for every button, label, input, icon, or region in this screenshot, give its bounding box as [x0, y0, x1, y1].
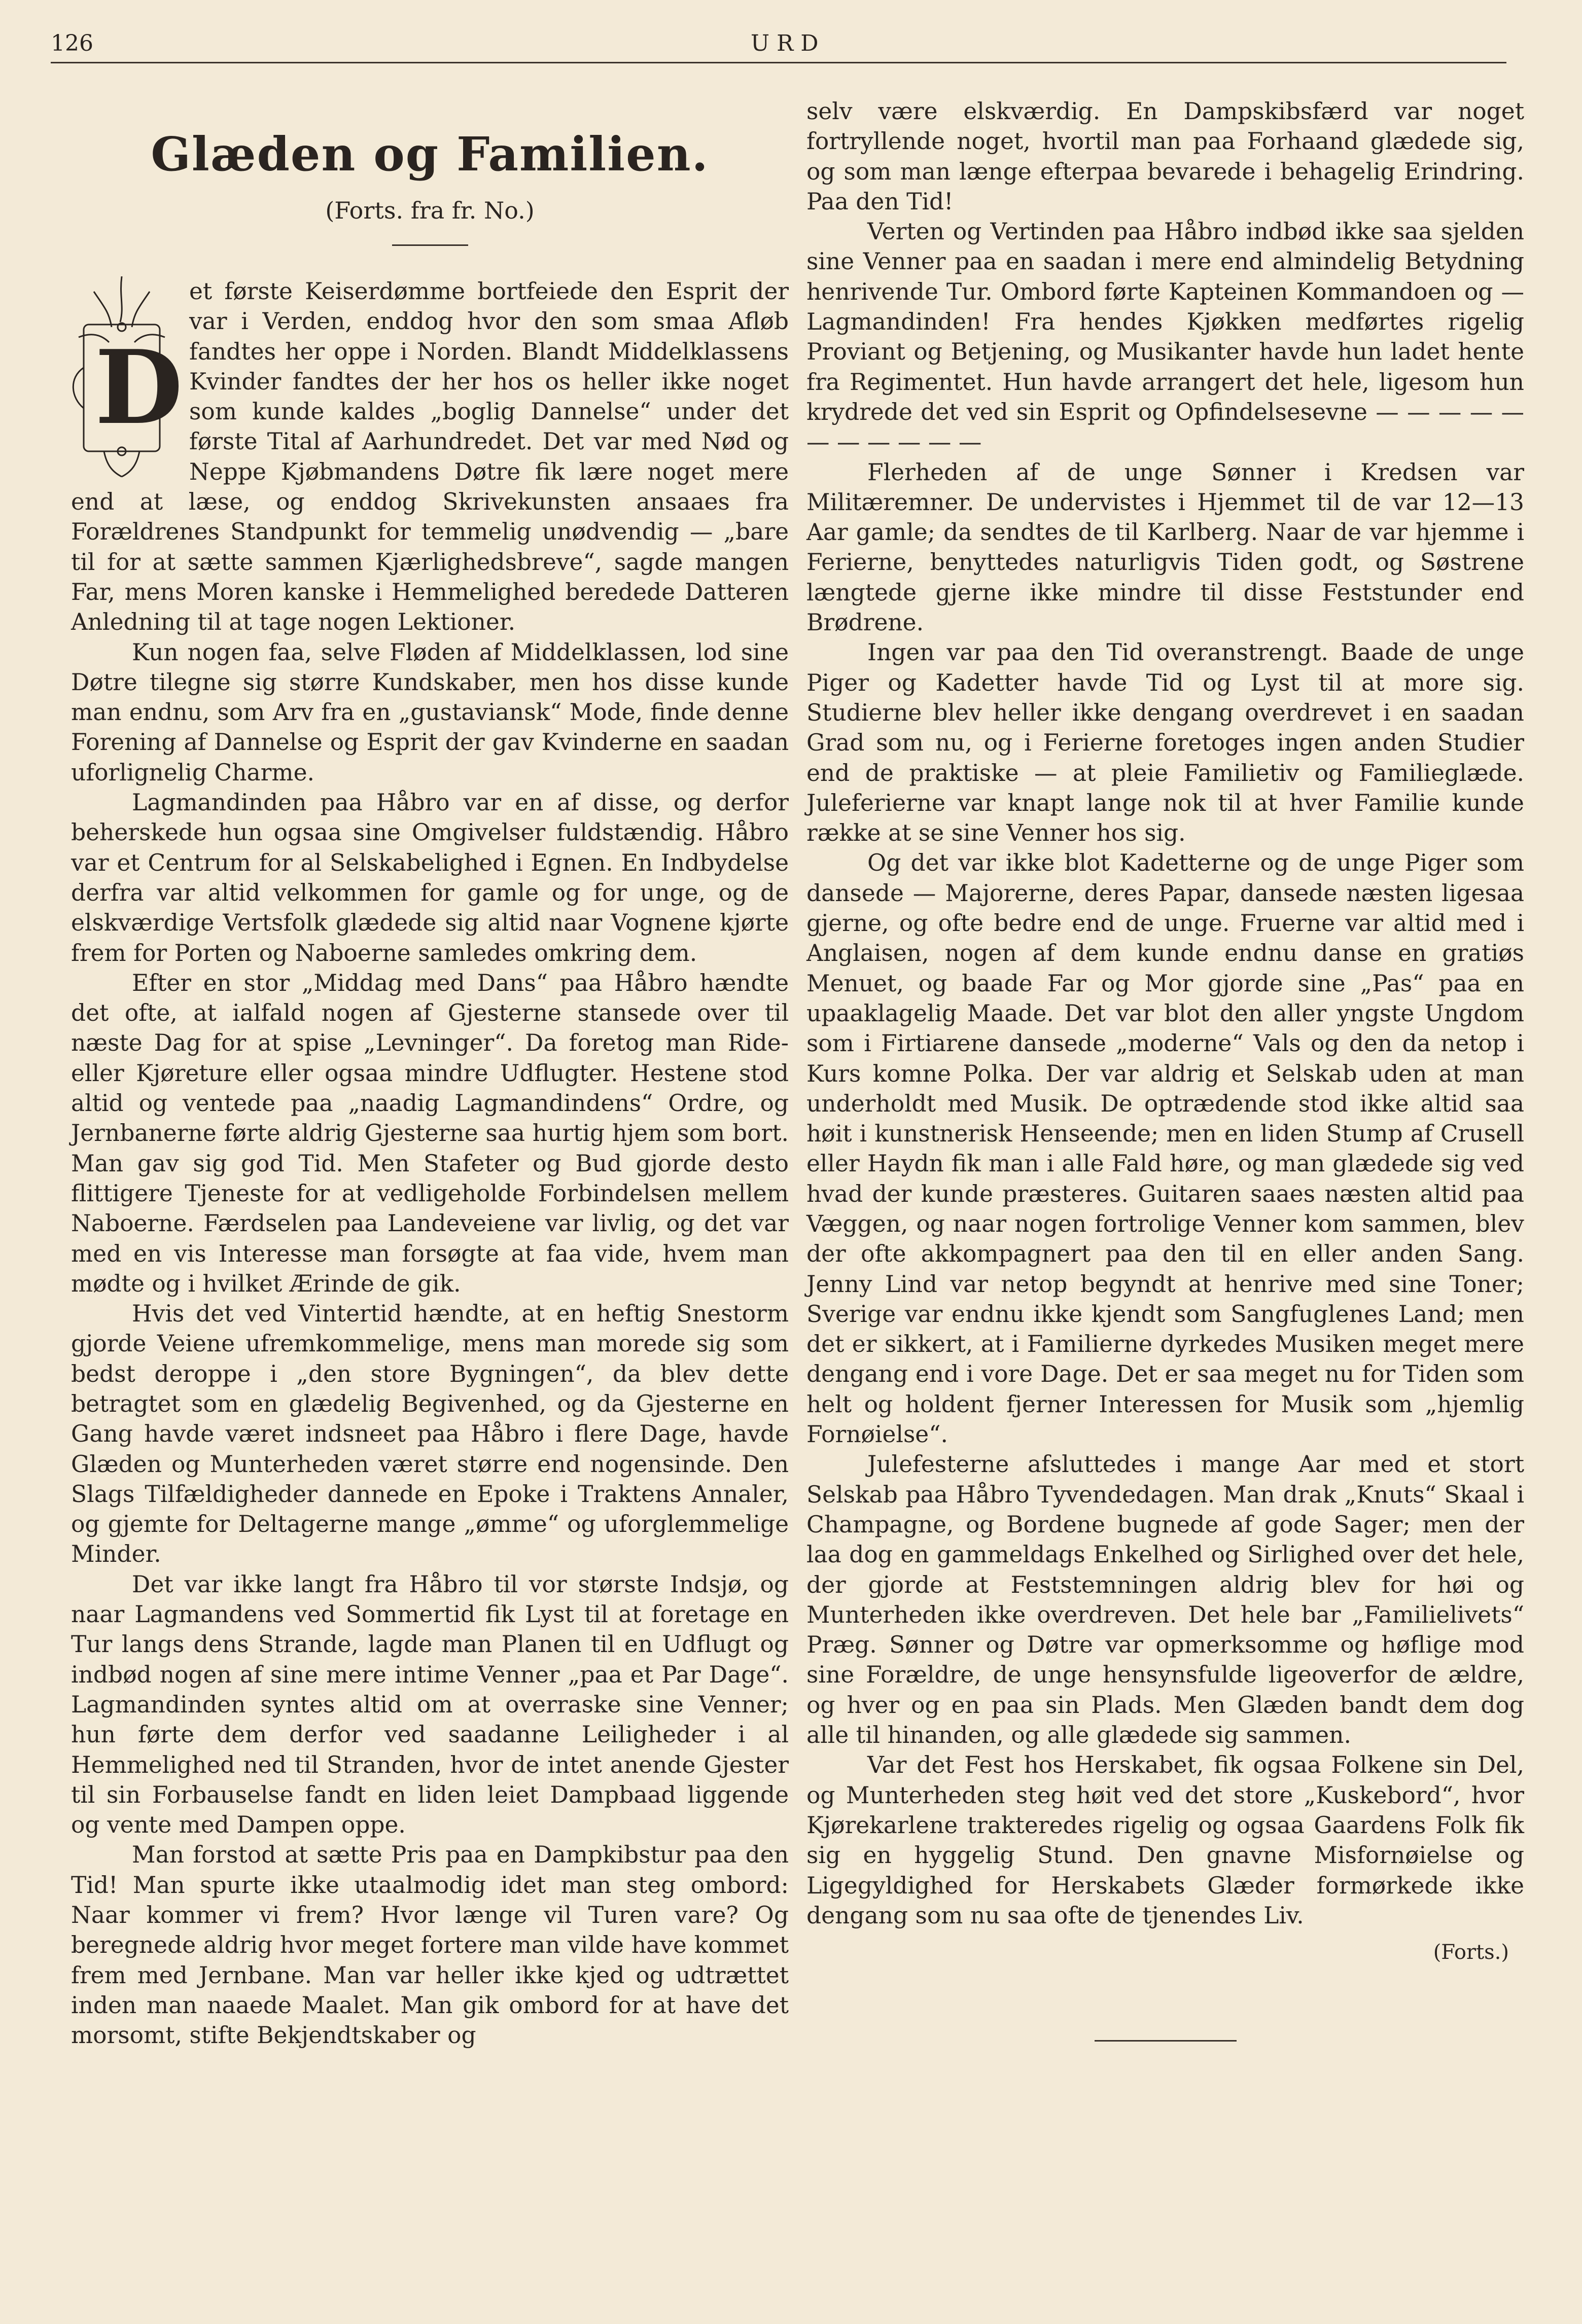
paragraph: Det var ikke langt fra Håbro til vor største Indsjø, og naar Lagmandens ved Sommertid fik Lyst til at foretage en Tur langs dens Strande, lagde man Planen til en Udflugt og indbød nogen af sine mere intime Venner „paa et Par Dage“. Lagmandinden syntes altid om at overraske sine Venner; hun førte dem derfor ved saadanne Leiligheder i al Hemmelighed ned til Stranden, hvor de intet anende Gjester til sin Forbauselse fandt en liden leiet Dampbaad liggende og vente med Dampen oppe. — [71, 1570, 789, 1839]
paragraph: Flerheden af de unge Sønner i Kredsen var Militæremner. De undervistes i Hjemmet til de var 12—13 Aar gamle; da sendtes de til Karlberg. Naar de var hjemme i Ferierne, benyttedes naturligvis Tiden godt, og Søstrene længtede gjerne ikke mindre til disse Feststunder end Brødrene. — [806, 458, 1524, 636]
paragraph: Man forstod at sætte Pris paa en Dampkibstur paa den Tid! Man spurte ikke utaalmodig idet man steg ombord: Naar kommer vi frem? Hvor længe vil Turen vare? Og beregnede aldrig hvor meget fortere man vilde have kommet frem med Jernbane. Man var heller ikke kjed og udtrættet inden man naaede Maalet. Man gik ombord for at have det morsomt, stifte Bekjendtskaber og — [71, 1841, 789, 2049]
article-title: Glæden og Familien. — [151, 127, 709, 182]
continued-note: (Forts.) — [1433, 1941, 1509, 1964]
left-text — [71, 276, 789, 2051]
header-divider — [51, 62, 1506, 63]
right-column — [806, 96, 1524, 2042]
paragraph: Julefesterne afsluttedes i mange Aar med et stort Selskab paa Håbro Tyvendedagen. Man drak „Knuts“ Skaal i Champagne, og Bordene bugnede af gode Sager; men der laa dog en gammeldags Enkelhed og Sirlighed over det hele, der gjorde at Feststemningen aldrig blev for høi og Munterheden ikke overdreven. Det hele bar „Familielivets“ Præg. Sønner og Døtre var opmerksomme og høflige mod sine Forældre, de unge hensynsfulde ligeoverfor de ældre, og hver og en paa sin Plads. Men Glæden bandt dem dog alle til hinanden, og alle glædede sig sammen. — [806, 1451, 1524, 1749]
title-divider — [392, 244, 468, 246]
ornamental-initial — [63, 276, 183, 479]
page-number: 126 — [51, 30, 93, 56]
article-subtitle: (Forts. fra fr. No.) — [325, 197, 535, 224]
paragraph: Ingen var paa den Tid overanstrengt. Baade de unge Piger og Kadetter havde Tid og Lyst til at more sig. Studierne blev heller ikke dengang overdrevet i en saadan Grad som nu, og i Ferierne foretoges ingen anden Studier end de praktiske — at pleie Familietiv og Familieglæde. Juleferierne var knapt lange nok til at hver Familie kunde række at se sine Venner hos sig. — [806, 639, 1524, 847]
paragraph: Efter en stor „Middag med Dans“ paa Håbro hændte det ofte, at ialfald nogen af Gjesterne stansede over til næste Dag for at spise „Levninger“. Da foretog man Ride- eller Kjøreture eller ogsaa mindre Udflugter. Hestene stod altid og ventede paa „naadig Lagmandindens“ Ordre, og Jernbanerne førte aldrig Gjesterne saa hurtig hjem som bort. Man gav sig god Tid. Men Stafeter og Bud gjorde desto flittigere Tjeneste for at vedligeholde Forbindelsen mellem Naboerne. Færdselen paa Landeveiene var livlig, og det var med en vis Interesse man forsøgte at faa vide, hvem man mødte og i hvilket Ærinde de gik. — [71, 969, 789, 1297]
paragraph: Kun nogen faa, selve Fløden af Middelklassen, lod sine Døtre tilegne sig større Kundskaber, men hos disse kunde man endnu, som Arv fra en „gustaviansk“ Mode, finde denne Forening af Dannelse og Esprit der gav Kvinderne en saadan uforlignelig Charme. — [71, 638, 789, 786]
dropcap-letter: D — [95, 328, 183, 447]
paragraph: Lagmandinden paa Håbro var en af disse, og derfor beherskede hun ogsaa sine Omgivelser fuldstændig. Håbro var et Centrum for al Selskabelighed i Egnen. En Indbydelse derfra var altid velkommen for gamle og for unge, og de elskværdige Vertsfolk glædede sig altid naar Vognene kjørte frem for Porten og Naboerne samledes omkring dem. — [71, 789, 789, 967]
end-divider — [1095, 2040, 1237, 2042]
journal-name: URD — [751, 30, 826, 56]
paragraph: Verten og Vertinden paa Håbro indbød ikke saa sjelden sine Venner paa en saadan i mere end almindelig Betydning henrivende Tur. Ombord førte Kapteinen Kommandoen og — Lagmandinden! Fra hendes Kjøkken medførtes rigelig Proviant og Betjening, og Musikanter havde hun ladet hente fra Regimentet. Hun havde arrangert det hele, ligesom hun krydrede det ved sin Esprit og Opfindelsesevne — — — — — — — — — — — — [806, 218, 1524, 456]
paragraph: Var det Fest hos Herskabet, fik ogsaa Folkene sin Del, og Munterheden steg høit ved det store „Kuskebord“, hvor Kjørekarlene trakteredes rigelig og ogsaa Gaardens Folk fik sig en hyggelig Stund. Den gnavne Misfornøielse og Ligegyldighed for Herskabets Glæder formørkede ikke dengang som nu saa ofte de tjenendes Liv. — [806, 1751, 1524, 1929]
paragraph: Hvis det ved Vintertid hændte, at en heftig Snestorm gjorde Veiene ufremkommelige, mens man morede sig som bedst deroppe i „den store Bygningen“, da blev dette betragtet som en glædelig Begivenhed, og da Gjesterne en Gang havde været indsneet paa Håbro i flere Dage, havde Glæden og Munterheden været større end nogensinde. Den Slags Tilfældigheder dannede en Epoke i Traktens Annaler, og gjemte for Deltagerne mange „ømme“ og uforglemmelige Minder. — [71, 1300, 789, 1568]
left-column — [71, 96, 789, 2051]
paragraph: et første Keiserdømme bortfeiede den Esprit der var i Verden, enddog hvor den som smaa Afløb fandtes her oppe i Norden. Blandt Middelklassens Kvinder fandtes der her hos os heller ikke noget som kunde kaldes „boglig Dannelse“ under det første Tital af Aarhundredet. Det var med Nød og Neppe Kjøbmandens Døtre fik lære noget mere end at læse, og enddog Skrivekunsten ansaaes fra Forældrenes Standpunkt for temmelig unødvendig — „bare til for at sætte sammen Kjærlighedsbreve“, sagde mangen Far, mens Moren kanske i Hemmelighed beredede Datteren Anledning til at tage nogen Lektioner. — [71, 278, 789, 636]
page-header — [51, 30, 1506, 61]
paragraph: Og det var ikke blot Kadetterne og de unge Piger som dansede — Majorerne, deres Papar, dansede næsten ligesaa gjerne, og ofte bedre end de unge. Fruerne var altid med i Anglaisen, nogen af dem kunde endnu danse en gratiøs Menuet, og baade Far og Mor gjorde sine „Pas“ paa en upaaklagelig Maade. Det var blot den aller yngste Ungdom som i Firtiarene dansede „moderne“ Vals og den da netop i Kurs komne Polka. Der var aldrig et Selskab uden at man underholdt med Musik. De optrædende stod ikke altid saa høit i kunstnerisk Henseende; men en liden Stump af Crusell eller Haydn fik man i alle Fald høre, og man glædede sig ved hvad der kunde præsteres. Guitaren saaes næsten altid paa Væggen, og naar nogen fortrolige Venner kom sammen, blev der ofte akkompagnert paa den til en eller anden Sang. Jenny Lind var netop begyndt at henrive med sine Toner; Sverige var endnu ikke kjendt som Sangfuglenes Land; men det er sikkert, at i Familierne dyrkedes Musiken meget mere dengang end i vore Dage. Det er saa meget nu for Tiden som helt og holdent fjerner Interessen for Musik som „hjemlig Fornøielse“. — [806, 849, 1524, 1448]
paragraph: selv være elskværdig. En Dampskibsfærd var noget fortryllende noget, hvortil man paa Forhaand glædede sig, og som man længe efterpaa bevarede i behagelig Erindring. Paa den Tid! — [806, 98, 1524, 215]
